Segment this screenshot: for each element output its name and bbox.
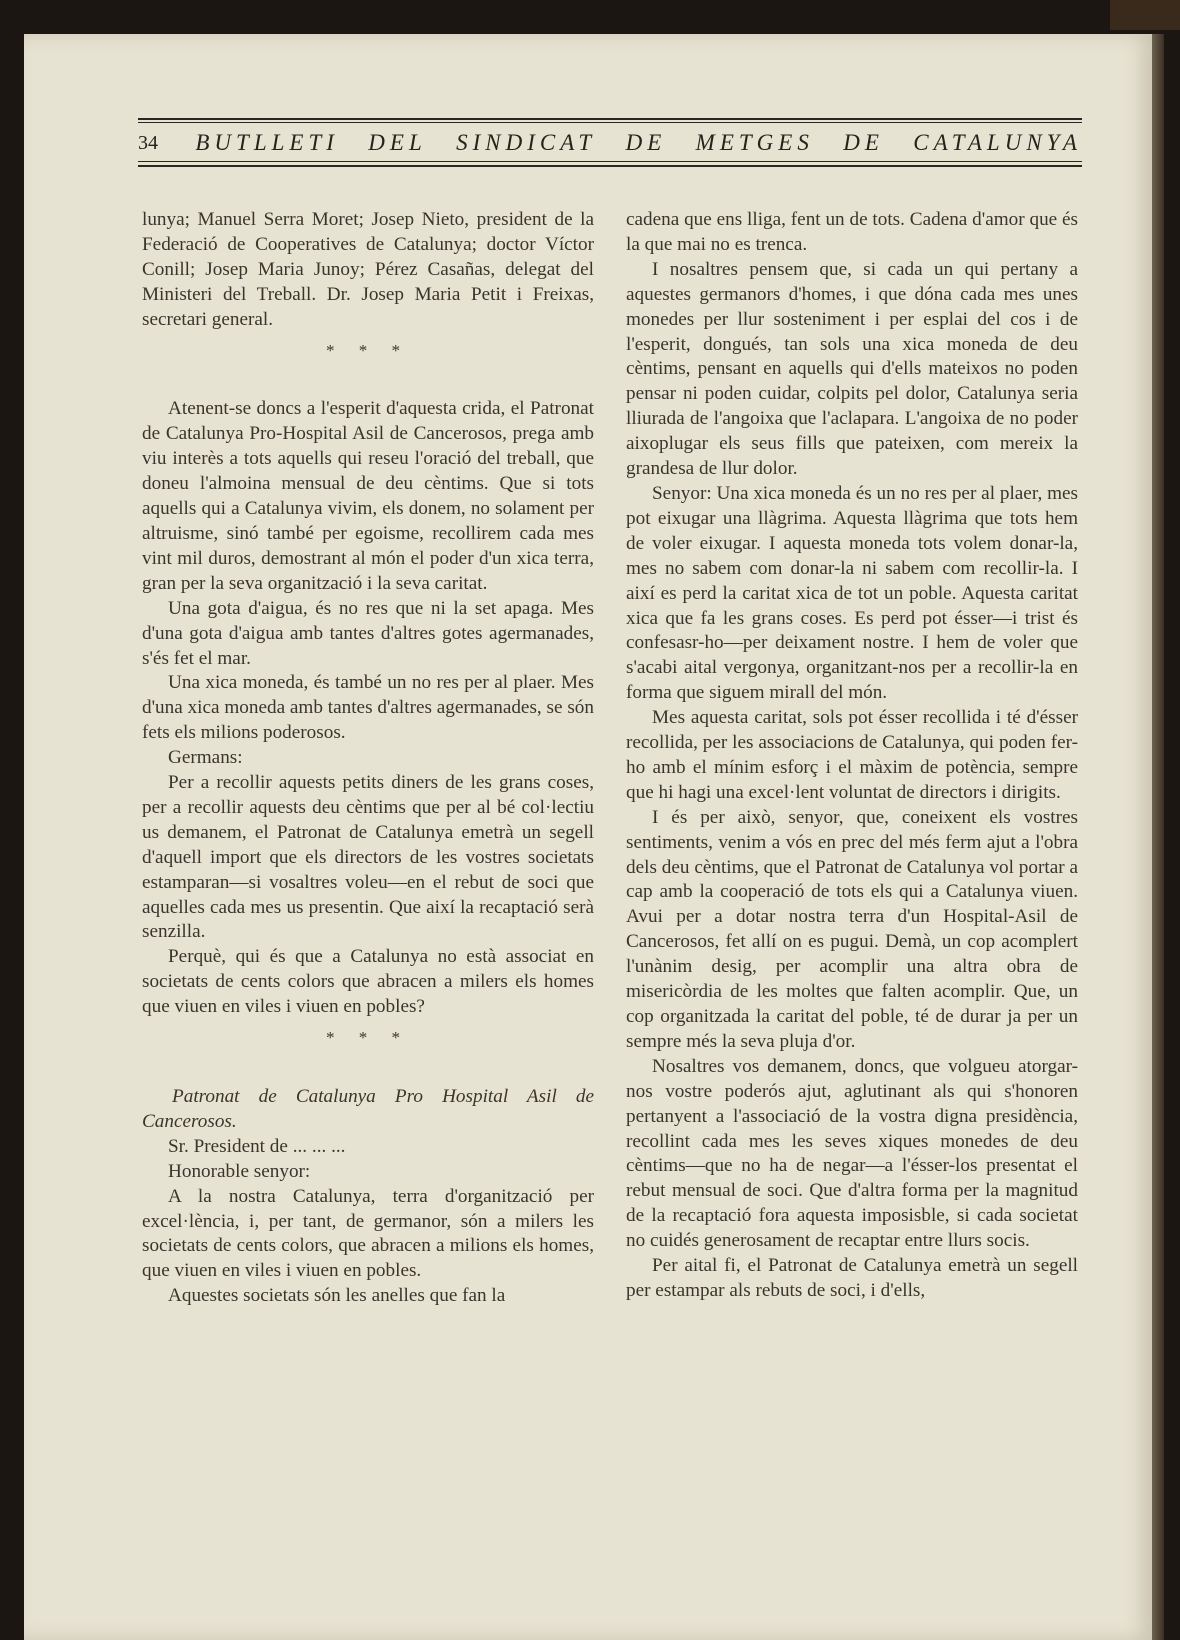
header-rule-bottom <box>138 165 1082 167</box>
header-word: BUTLLETI <box>195 130 339 155</box>
paragraph: Sr. President de ... ... ... <box>168 1135 346 1157</box>
paragraph: Una xica moneda, és també un no res per al plaer. Mes d'una xica moneda amb tantes d'altres agermanades, se són fets els milions poderosos. <box>142 672 594 744</box>
letter-heading: Patronat de Catalunya Pro Hospital Asil de Cancerosos. <box>142 1086 594 1132</box>
paragraph: Atenent-se doncs a l'esperit d'aquesta crida, el Patronat de Catalunya Pro-Hospital Asil de Cancerosos, prega amb viu interès a tots aquells qui reseu l'oració del treball, que doneu l'almoina mensual de deu cèntims. Que si tots aquells qui a Catalunya vivim, els donem, no solament per altruisme, sinó també per egoisme, recollirem cada mes vint mil duros, demostrant al món el poder d'un xica terra, gran per la seva organització i la seva caritat. <box>142 398 594 594</box>
header-word: DE <box>625 130 667 155</box>
paragraph: cadena que ens lliga, fent un de tots. Cadena d'amor que és la que mai no es trenca. <box>626 209 1078 255</box>
header-word: CATALUNYA <box>913 130 1082 155</box>
header-word: METGES <box>695 130 814 155</box>
section-separator: * * * <box>326 1028 410 1048</box>
paragraph: Germans: <box>168 747 243 769</box>
page-edge <box>1152 34 1164 1640</box>
paragraph: Una gota d'aigua, és no res que ni la set apaga. Mes d'una gota d'aigua amb tantes d'altres gotes agermanades, s'és fet el mar. <box>142 597 594 669</box>
header-rule-top <box>138 118 1082 120</box>
paragraph: Perquè, qui és que a Catalunya no està associat en societats de cents colors que abracen a milers els homes que viuen en viles i viuen en pobles? <box>142 946 594 1018</box>
section-separator: * * * <box>326 340 410 360</box>
paragraph: Per aital fi, el Patronat de Catalunya emetrà un segell per estampar als rebuts de soci, i d'ells, <box>626 1255 1078 1301</box>
left-column <box>142 208 594 1309</box>
header-rule-bottom-thin <box>138 161 1082 162</box>
header-word: SINDICAT <box>456 130 597 155</box>
page-number: 34 <box>138 131 158 154</box>
book-cover-corner <box>1110 0 1180 30</box>
running-header <box>138 126 1082 160</box>
paragraph: Nosaltres vos demanem, doncs, que volgueu atorgar-nos vostre poderós ajut, aglutinant als qui s'honoren pertanyent a l'associació de la vostra digna presidència, recollint cada mes les seves xiques monedes de deu cèntims—que no ha de negar—a l'ésser-los presentat el rebut mensual de soci. Que d'altra forma per la magnitud de la recaptació fora aquesta imposisble, si cada societat no cuidés generosament de recaptar entre llurs socis. <box>626 1055 1078 1252</box>
paragraph: Honorable senyor: <box>168 1160 311 1182</box>
paragraph: I és per això, senyor, que, coneixent els vostres sentiments, venim a vós en prec del més ferm ajut a l'obra dels deu cèntims, que el Patronat de Catalunya vol portar a cap amb la cooperació de tots els qui a Catalunya viuen. Avui per a dotar nostra terra d'un Hospital-Asil de Cancerosos, fet allí on es pugui. Demà, un cop acomplert l'unànim desig, per acomplir una altra obra de misericòrdia de les moltes que falten acomplir. Que, un cop organitzada la caritat del poble, té de durar ja per un sempre més la seva pluja d'or. <box>626 806 1078 1052</box>
paragraph: Per a recollir aquests petits diners de les grans coses, per a recollir aquests deu cèntims que per al bé col·lectiu us demanem, el Patronat de Catalunya emetrà un segell d'aquell import que els directors de les vostres societats estamparan—si vosaltres voleu—en el rebut de soci que aquelles cada mes us presentin. Que així la recaptació serà senzilla. <box>142 772 594 943</box>
paragraph: A la nostra Catalunya, terra d'organització per excel·lència, i, per tant, de germanor, són a milers les societats de cents colors, que abracen a milions els homes, que viuen en viles i viuen en pobles. <box>142 1185 594 1282</box>
paragraph: lunya; Manuel Serra Moret; Josep Nieto, president de la Federació de Cooperatives de Catalunya; doctor Víctor Conill; Josep Maria Junoy; Pérez Casañas, delegat del Ministeri del Treball. Dr. Josep Maria Petit i Freixas, secretari general. <box>142 209 594 330</box>
header-rule-top-thin <box>138 122 1082 123</box>
header-word: DE <box>843 130 884 155</box>
paragraph: Aquestes societats són les anelles que fan la <box>168 1285 506 1307</box>
paragraph: Senyor: Una xica moneda és un no res per al plaer, mes pot eixugar una llàgrima. Aquesta llàgrima que tots hem de voler eixugar. I aquesta moneda tots volem donar-la, mes no sabem com donar-la ni sabem com recollir-la. I així es perd la caritat xica de tot un poble. Aquesta caritat xica que fa les grans coses. Es perd pot ésser—i trist és confesasr-ho—per deixament nostre. I hem de voler que s'acabi aital vergonya, organitzant-nos per a recollir-la en forma que siguem mirall del món. <box>626 482 1078 704</box>
paragraph: Mes aquesta caritat, sols pot ésser recollida i té d'ésser recollida, per les associacions de Catalunya, qui poden fer-ho amb el mínim esforç i el màxim de potència, sempre que hi hagi una excel·lent voluntat de directors i dirigits. <box>626 707 1078 803</box>
header-word: DEL <box>368 130 427 155</box>
paragraph: I nosaltres pensem que, si cada un qui pertany a aquestes germanors d'homes, i que dóna cada mes unes monedes per llur sosteniment i per esplai del cos i de l'esperit, dongués, tan sols una xica moneda de deu cèntims, pensant en aquells qui d'ells mateixos no poden pensar ni poden cuidar, colpits pel dolor, Catalunya seria lliurada de l'angoixa que l'aclapara. L'angoixa de no poder aixoplugar els seus fills que pateixen, com mereix la grandesa de llur dolor. <box>626 258 1078 480</box>
right-column <box>626 208 1078 1304</box>
